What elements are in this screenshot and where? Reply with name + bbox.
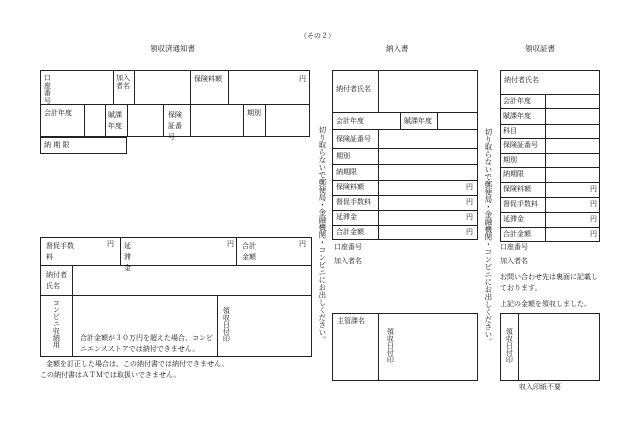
r-receipt-note: 上記の金額を領収しました。 bbox=[500, 300, 591, 308]
m-late-fee-label: 督促手数料 bbox=[336, 198, 371, 206]
late-fee-yen: 円 bbox=[107, 240, 114, 248]
r-acct-no-label: 口座番号 bbox=[500, 243, 528, 251]
r-late-fee-yen: 円 bbox=[590, 200, 597, 208]
m-manager-label: 主管課名 bbox=[337, 317, 365, 325]
r-late-fee-label: 督促手数料 bbox=[503, 200, 538, 208]
m-payer-label: 納付者氏名 bbox=[336, 85, 371, 93]
m-total-label: 合計金額 bbox=[336, 228, 364, 236]
r-stamp-note: 収入印紙不要 bbox=[519, 383, 561, 391]
r-inquiry-note: お問い合わせ先は裏面に記載しております。 bbox=[500, 273, 598, 292]
m-total-yen: 円 bbox=[466, 228, 473, 236]
premium-yen: 円 bbox=[299, 75, 306, 83]
m-period-label: 期別 bbox=[336, 152, 350, 160]
arrears-label: 延滞金 bbox=[124, 242, 131, 273]
stamp-label: 領収日付印 bbox=[222, 307, 231, 342]
r-period-label: 期別 bbox=[503, 156, 517, 164]
payment-slip-title: 納入書 bbox=[386, 44, 409, 53]
late-fee-label: 督促手数料 bbox=[46, 242, 74, 262]
middle-cut-note: 切り取らないで郵便局・金融機関・コンビニにお出しください。 bbox=[317, 126, 327, 344]
konbini-label: コンビニ収納用 bbox=[52, 299, 61, 348]
subscriber-label: 加入者名 bbox=[116, 74, 130, 90]
r-stamp-box bbox=[500, 313, 600, 381]
r-assess-year-label: 賦課年度 bbox=[503, 112, 531, 120]
r-total-yen: 円 bbox=[590, 230, 597, 238]
m-premium-yen: 円 bbox=[466, 183, 473, 191]
r-total-label: 合計金額 bbox=[503, 230, 531, 238]
m-premium-label: 保険料額 bbox=[336, 183, 364, 191]
footnote-atm: この納付書はＡＴＭでは取扱いできません。 bbox=[40, 371, 181, 379]
arrears-yen: 円 bbox=[227, 240, 234, 248]
notice-title: 領収済通知書 bbox=[150, 44, 195, 53]
r-arrears-yen: 円 bbox=[590, 215, 597, 223]
r-payer-label: 納付者氏名 bbox=[504, 76, 539, 84]
due-label: 納 期 限 bbox=[44, 141, 70, 149]
cert-no-label: 保険証番号 bbox=[168, 111, 182, 142]
m-due-label: 納期限 bbox=[336, 168, 357, 176]
payer-label: 納付者氏名 bbox=[46, 271, 67, 290]
footnote-correction: 金額を訂正した場合は、この納付書では納付できません。 bbox=[46, 360, 229, 368]
m-arrears-yen: 円 bbox=[466, 213, 473, 221]
m-cert-no-label: 保険証番号 bbox=[336, 135, 371, 143]
receipt-title: 領収証書 bbox=[525, 44, 555, 53]
acct-no-label: 口座番号 bbox=[44, 74, 51, 106]
premium-label: 保険料額 bbox=[194, 75, 222, 83]
r-subject-label: 科目 bbox=[503, 127, 517, 135]
m-arrears-label: 延滞金 bbox=[336, 213, 357, 221]
m-acct-no-label: 口座番号 bbox=[334, 243, 362, 251]
m-assess-year-label: 賦課年度 bbox=[404, 117, 432, 125]
r-fiscal-year-label: 会計年度 bbox=[503, 97, 531, 105]
r-due-label: 納期限 bbox=[503, 170, 524, 178]
total-label: 合計金額 bbox=[242, 242, 256, 262]
r-premium-yen: 円 bbox=[590, 185, 597, 193]
fiscal-year-label: 会計年度 bbox=[44, 109, 72, 117]
r-stamp-label: 領収日付印 bbox=[505, 328, 514, 363]
m-fiscal-year-label: 会計年度 bbox=[336, 117, 364, 125]
konbini-note: 合計金額が３０万円を超えた場合、コンビニエンスストアでは納付できません。 bbox=[80, 334, 213, 353]
r-subscriber-label: 加入者名 bbox=[500, 257, 528, 265]
m-late-fee-yen: 円 bbox=[466, 198, 473, 206]
r-arrears-label: 延滞金 bbox=[503, 215, 524, 223]
right-cut-note: 切り取らないで郵便局・金融機関・コンビニにお出しください。 bbox=[483, 128, 493, 346]
r-cert-no-label: 保険証番号 bbox=[503, 141, 538, 149]
m-subscriber-label: 加入者名 bbox=[334, 257, 362, 265]
page-marker: （その２） bbox=[300, 32, 335, 40]
assess-year-label: 賦課年度 bbox=[108, 111, 122, 131]
period-label: 期別 bbox=[247, 109, 261, 117]
total-yen: 円 bbox=[299, 240, 306, 248]
r-premium-label: 保険料額 bbox=[503, 185, 531, 193]
m-stamp-label: 領収日付印 bbox=[386, 328, 395, 363]
